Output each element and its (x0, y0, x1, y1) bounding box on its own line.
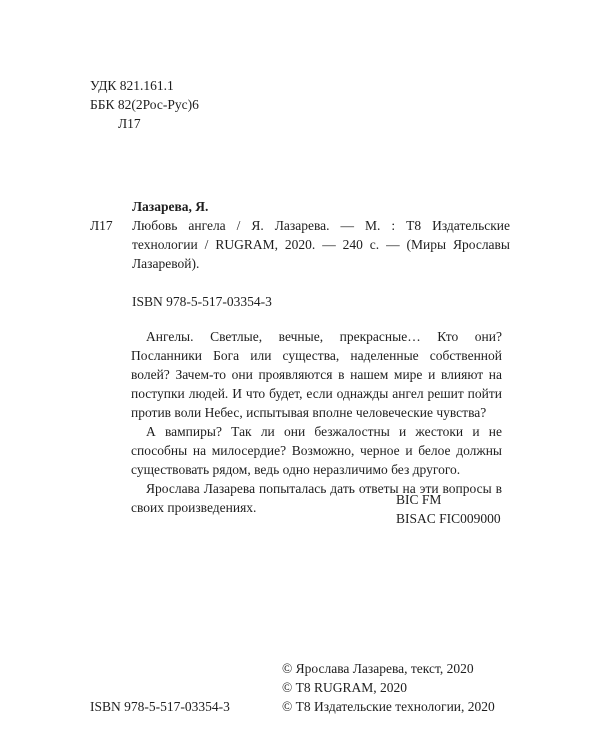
annotation-paragraph: Ярослава Лазарева попыталась дать ответы на эти вопросы в своих произведениях. (131, 481, 502, 515)
bisac-code: BISAC FIC009000 (396, 511, 501, 526)
annotation-paragraph: А вампиры? Так ли они безжалостны и жестоки и не способны на милосердие? Возможно, черное и белое должны существовать рядом, ведь одно неразличимо без другого. (131, 424, 502, 477)
copyright-line: © Т8 Издательские технологии, 2020 (282, 699, 495, 714)
copyright-line: © Ярослава Лазарева, текст, 2020 (282, 661, 474, 676)
copyright-block (282, 659, 495, 716)
entry-description-row (90, 216, 510, 273)
annotation-paragraph: Ангелы. Светлые, вечные, прекрасные… Кто они? Посланники Бога или существа, наделенные собственной волей? Зачем-то они проявляются в нашем мире и влияют на поступки людей. И что будет, если однажды ангел решит пойти против воли Небес, испытывая вполне человеческие чувства? (131, 329, 502, 420)
entry-description: Любовь ангела / Я. Лазарева. — М. : Т8 Издательские технологии / RUGRAM, 2020. — 240 с. — (Миры Ярославы Лазаревой). (132, 218, 510, 271)
subject-codes (396, 490, 501, 528)
bic-code: BIC FM (396, 492, 442, 507)
entry-author-sign: Л17 (90, 218, 113, 233)
classification-block (90, 76, 199, 133)
author-sign: Л17 (118, 116, 141, 131)
footer-isbn: ISBN 978-5-517-03354-3 (90, 699, 230, 714)
entry-isbn: ISBN 978-5-517-03354-3 (132, 294, 272, 309)
bbk-code: ББК 82(2Рос-Рус)6 (90, 97, 199, 112)
udk-code: УДК 821.161.1 (90, 78, 174, 93)
annotation (131, 327, 502, 517)
bibliographic-entry (90, 197, 510, 311)
entry-author: Лазарева, Я. (132, 199, 209, 214)
copyright-line: © Т8 RUGRAM, 2020 (282, 680, 408, 695)
